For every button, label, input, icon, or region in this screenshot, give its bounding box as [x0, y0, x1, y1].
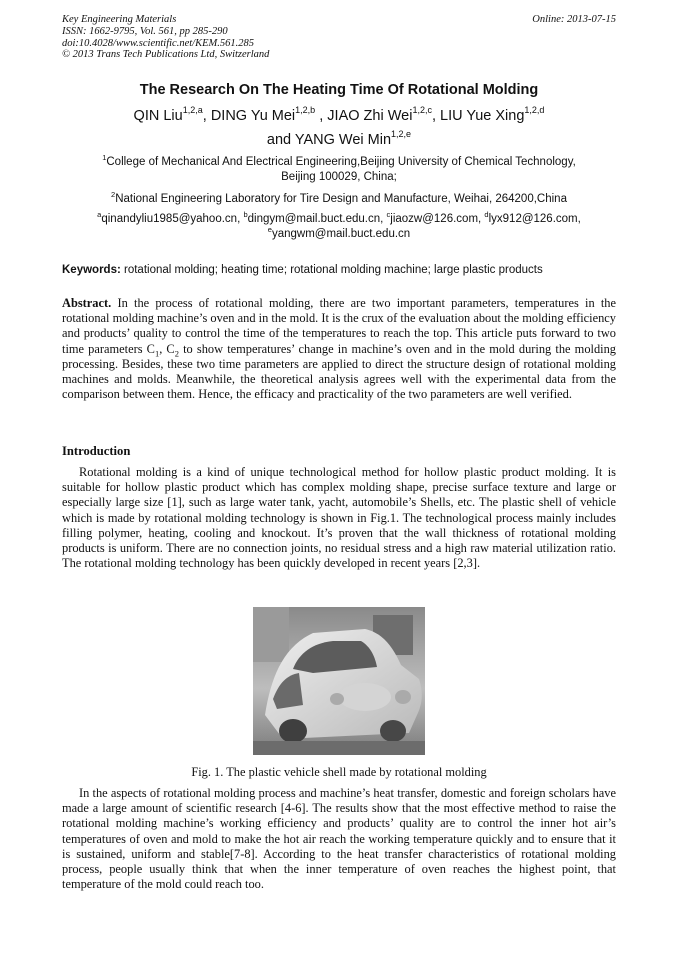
- email-link[interactable]: dingym@mail.buct.edu.cn: [247, 213, 381, 225]
- section-heading-introduction: Introduction: [62, 444, 131, 458]
- journal-header: [62, 14, 269, 61]
- author-sup: 1,2,b: [295, 105, 316, 115]
- author-sup: 1,2,a: [182, 105, 203, 115]
- abstract: Abstract. In the process of rotational molding, there are two important parameters, temperatures in the rotational molding machine’s oven and in the mold. It is the crux of the evaluation about the molding efficiency and products’ quality to control the time of the temperatures to reach the top. This article puts forward to two time parameters $C_1$, $C_2$ to show temperatures’ change in machine’s oven and in the mold during the molding processing. Besides, these two time parameters are applied to direct the structure design of rotational molding machines and molds. Meanwhile, the theoretical analysis agrees well with the experimental data from the comparison between them. Hence, the efficacy and practicality of the two parameters are well verified.: [62, 296, 617, 402]
- intro-paragraph-2: In the aspects of rotational molding process and machine’s heat transfer, domestic and foreign scholars have made a large amount of scientific research [4-6]. The results show that the most effective method to raise the rotational molding machine’s working efficiency and products’ quality are to control the inner hot air’s temperatures of oven and mold to make the hot air reach the working temperature quickly and to ensure that it is sustained, uniform and stable[7-8]. According to the heat transfer characteristics of rotational molding process, people usually think that when the inner temperature of oven reaches the highest point, that temperature of the mold could reach too.: [62, 786, 616, 892]
- keywords: [62, 264, 616, 276]
- email-link[interactable]: yangwm@mail.buct.edu.cn: [271, 228, 411, 240]
- online-date: Online: 2013-07-15: [532, 14, 616, 25]
- author-sup: 1,2,d: [524, 105, 545, 115]
- copyright: © 2013 Trans Tech Publications Ltd, Switzerland: [62, 49, 270, 61]
- author-list: QIN Liu$^{1,2,a}$, DING Yu Mei$^{1,2,b}$ , JIAO Zhi Wei$^{1,2,c}$, LIU Yue Xing$^{1,2,d}$ and YANG Wei Min$^{1,2,e}$: [133, 105, 545, 148]
- author-name: JIAO Zhi Wei: [327, 108, 413, 124]
- paper-title: The Research On The Heating Time Of Rotational Molding: [139, 82, 539, 98]
- email-link[interactable]: lyx912@126.com: [488, 213, 578, 225]
- issn: ISSN: 1662-9795, Vol. 561, pp 285-290: [62, 25, 228, 37]
- vehicle-shell-icon: [253, 607, 425, 755]
- email-link[interactable]: jiaozw@126.com: [390, 213, 479, 225]
- keywords-label: Keywords:: [62, 264, 121, 276]
- author-name: QIN Liu: [133, 108, 183, 124]
- journal-name: Key Engineering Materials: [62, 14, 177, 25]
- author-sup: 1,2,e: [391, 129, 412, 139]
- keywords-text: rotational molding; heating time; rotational molding machine; large plastic products: [124, 264, 543, 276]
- author-sup: 1,2,c: [412, 105, 432, 115]
- author-name: DING Yu Mei: [210, 108, 296, 124]
- vehicle-shell-photo: [253, 607, 425, 755]
- figure-caption: Fig. 1. The plastic vehicle shell made by rotational molding: [191, 765, 487, 779]
- affiliation-2: $^2$National Engineering Laboratory for Tire Design and Manufacture, Weihai, 264200,China: [111, 190, 567, 205]
- abstract-label: Abstract.: [62, 296, 112, 310]
- doi: doi:10.4028/www.scientific.net/KEM.561.285: [62, 37, 254, 49]
- email-list: $^a$qinandyliu1985@yahoo.cn, $^b$dingym@mail.buct.edu.cn, $^c$jiaozw@126.com, $^d$lyx912@126.com, $^e$yangwm@mail.buct.edu.cn: [97, 210, 581, 240]
- affiliation-1: $^1$College of Mechanical And Electrical Engineering,Beijing University of Chemical Technology, Beijing 100029, China;: [102, 153, 576, 183]
- author-name: LIU Yue Xing: [440, 108, 525, 124]
- intro-paragraph-1: Rotational molding is a kind of unique technological method for hollow plastic product molding. It is suitable for hollow plastic product which has complex molding shape, precise surface texture and large or especially large size [1], such as large water tank, yacht, automobile’s Shells, etc. The plastic shell of vehicle which is made by rotational molding technology is shown in Fig.1. The technological process mainly includes filling polymer, heating, cooling and knockout. It’s proven that the wall thickness of rotational molding products is uniform. There are no connection joints, no residual stress and a high raw material utilization ratio. The rotational molding technology has been quickly developed in recent years [2,3].: [62, 465, 616, 571]
- author-name: YANG Wei Min: [294, 132, 392, 148]
- email-link[interactable]: qinandyliu1985@yahoo.cn: [101, 213, 238, 225]
